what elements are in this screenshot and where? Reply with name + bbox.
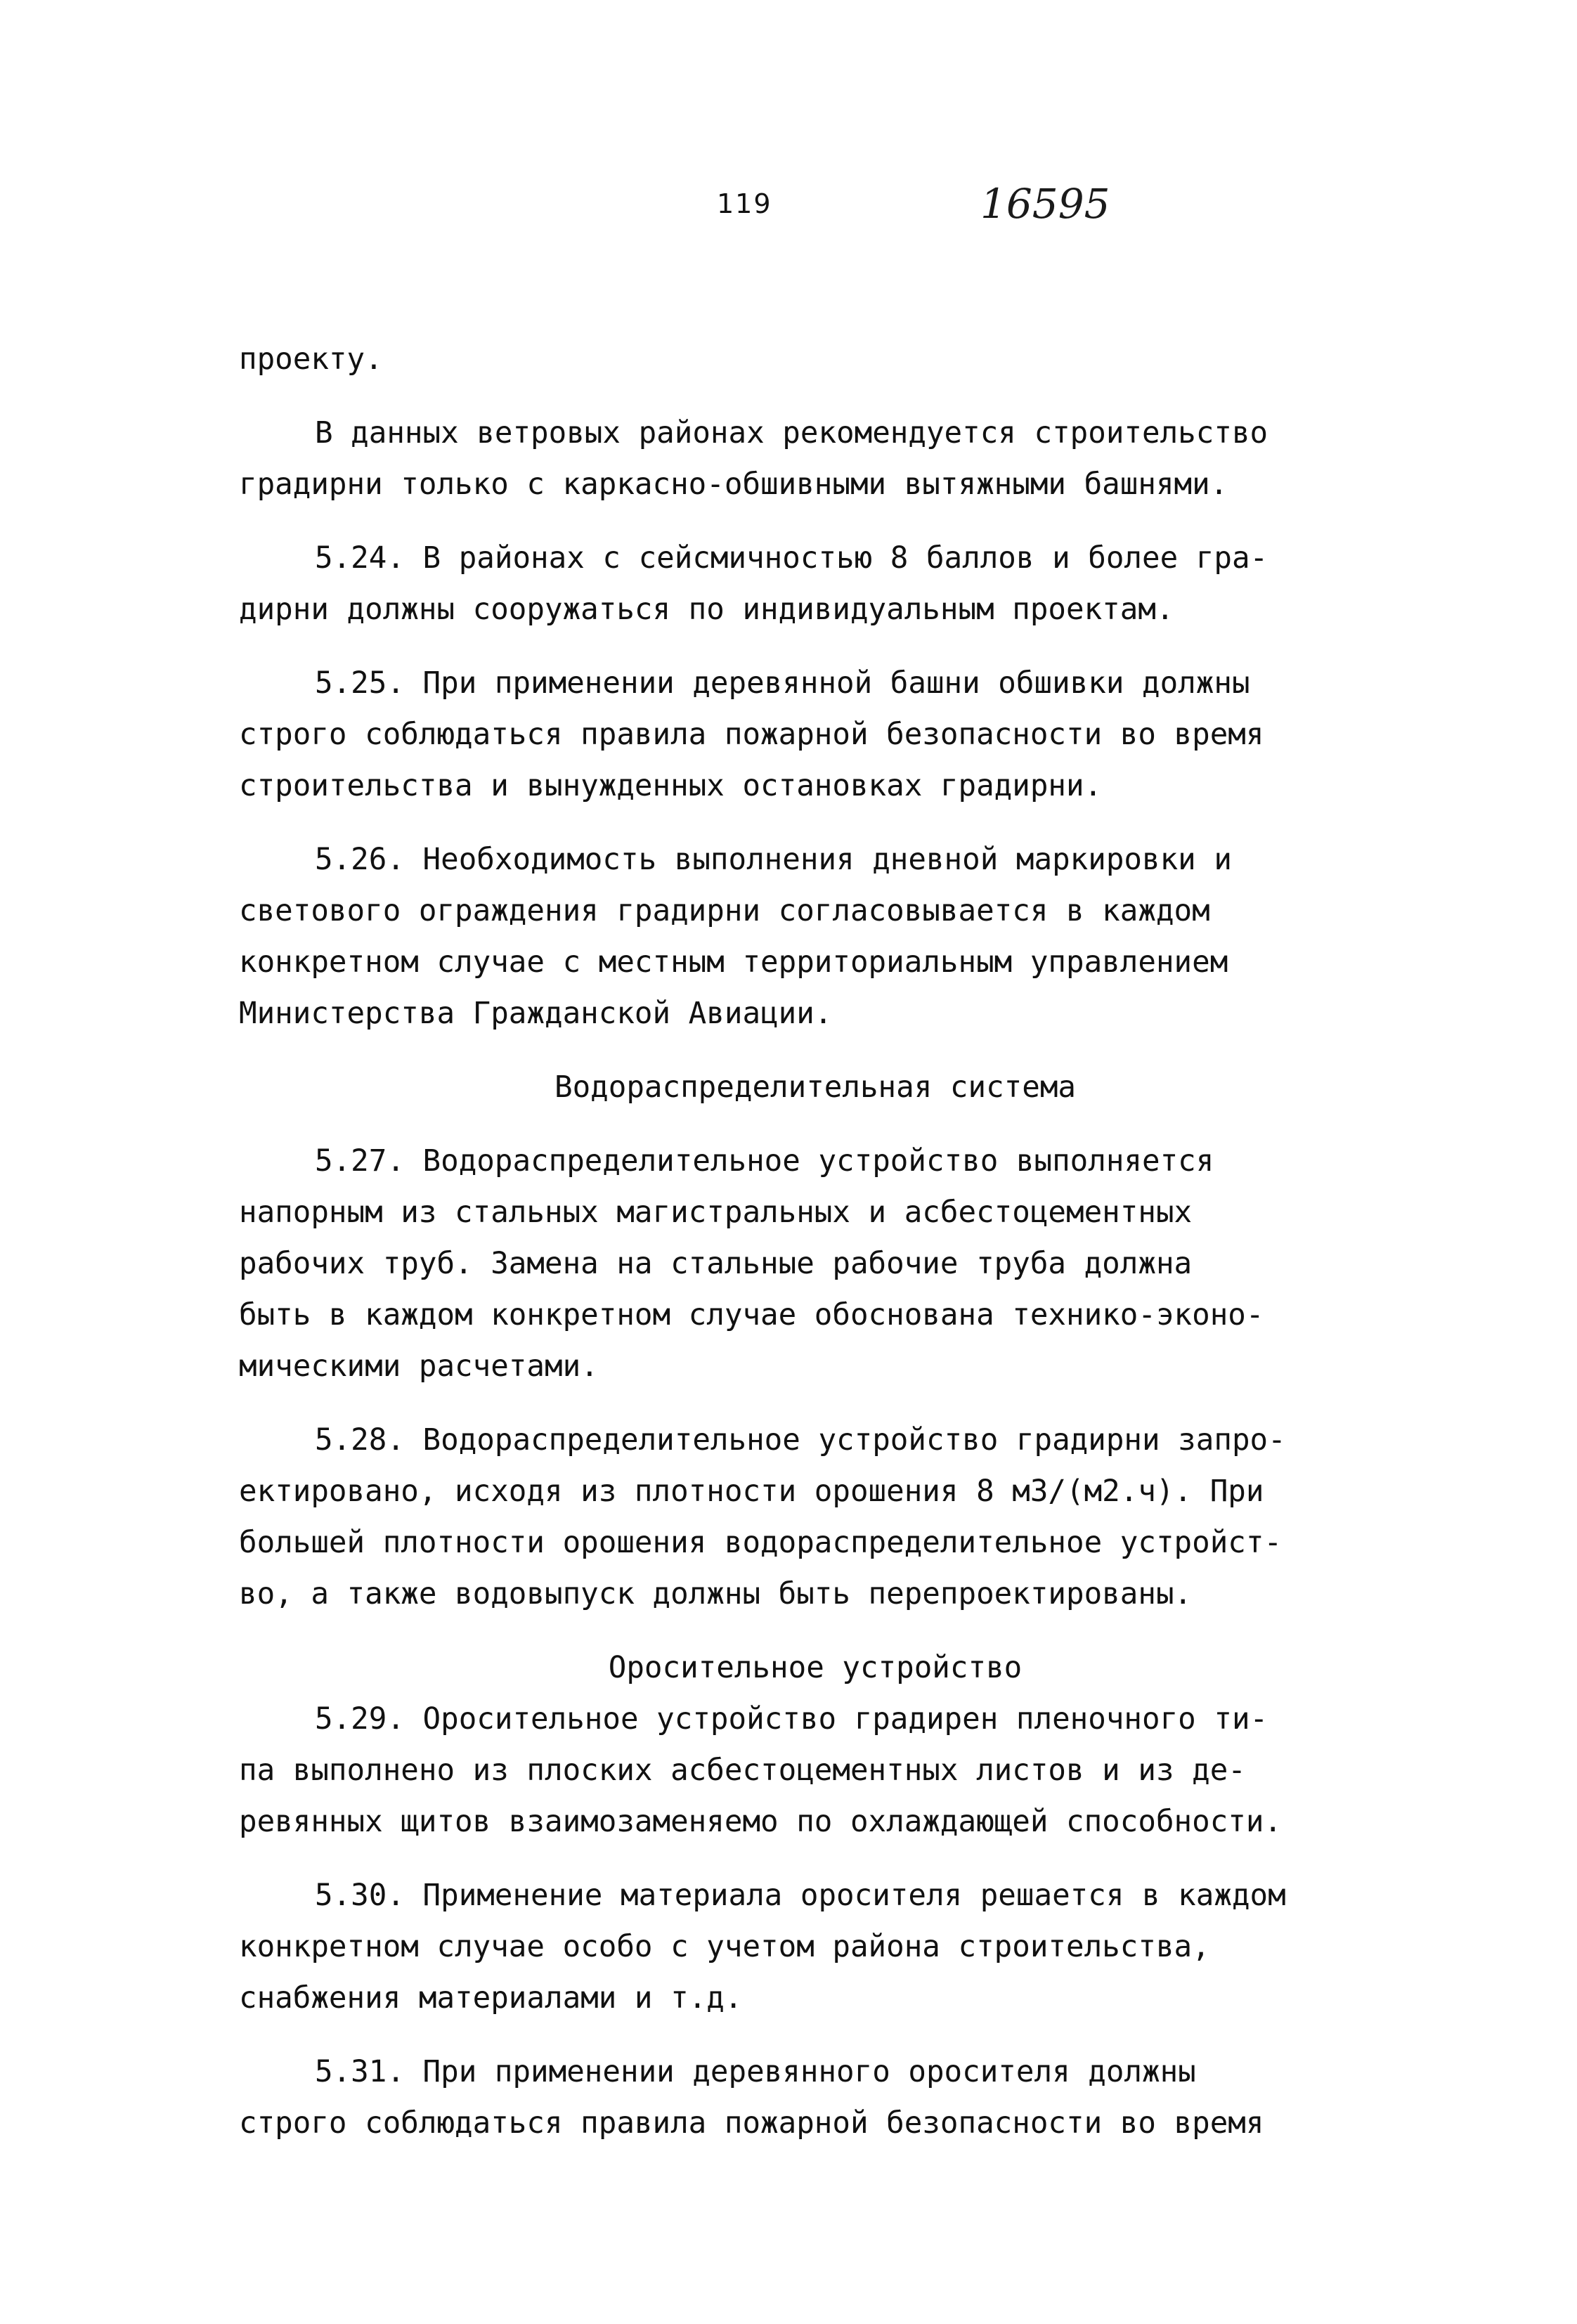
- section-heading-water-distribution: Водораспределительная система: [554, 1070, 1077, 1105]
- document-body: [239, 334, 1391, 2149]
- text-line: дирни должны сооружаться по индивидуальным проектам.: [239, 592, 1174, 627]
- text-line: ревянных щитов взаимозаменяемо по охлаждающей способности.: [239, 1805, 1283, 1839]
- document-number: 16595: [980, 180, 1110, 228]
- text-line: рабочих труб. Замена на стальные рабочие труба должна: [239, 1247, 1193, 1281]
- text-line: конкретном случае особо с учетом района строительства,: [239, 1930, 1210, 1964]
- clause-5-30: 5.30. Применение материала оросителя решается в каждом: [315, 1878, 1286, 1913]
- text-line: во, а также водовыпуск должны быть перепроектированы.: [239, 1577, 1193, 1611]
- text-line: ектировано, исходя из плотности орошения 8 м3/(м2.ч). При: [239, 1474, 1264, 1509]
- clause-5-24: 5.24. В районах с сейсмичностью 8 баллов и более гра-: [315, 541, 1268, 576]
- paragraph-first-line: В данных ветровых районах рекомендуется строительство: [315, 416, 1268, 450]
- text-line: Министерства Гражданской Авиации.: [239, 997, 833, 1031]
- text-line: напорным из стальных магистральных и асбестоцементных: [239, 1195, 1193, 1230]
- text-line: большей плотности орошения водораспределительное устройст-: [239, 1526, 1283, 1560]
- text-line: строительства и вынужденных остановках градирни.: [239, 769, 1103, 803]
- text-line: мическими расчетами.: [239, 1349, 599, 1384]
- text-line: светового ограждения градирни согласовывается в каждом: [239, 894, 1210, 928]
- text-line: па выполнено из плоских асбестоцементных листов и из де-: [239, 1753, 1246, 1788]
- clause-5-25: 5.25. При применении деревянной башни обшивки должны: [315, 666, 1250, 701]
- clause-5-28: 5.28. Водораспределительное устройство градирни запро-: [315, 1423, 1286, 1458]
- clause-5-29: 5.29. Оросительное устройство градирен пленочного ти-: [315, 1702, 1268, 1736]
- page-number: 119: [717, 188, 772, 219]
- section-heading-irrigation: Оросительное устройство: [608, 1651, 1023, 1685]
- text-line: снабжения материалами и т.д.: [239, 1981, 743, 2015]
- clause-5-27: 5.27. Водораспределительное устройство выполняется: [315, 1144, 1214, 1179]
- text-line: проекту.: [239, 342, 383, 377]
- text-line: конкретном случае с местным территориальным управлением: [239, 945, 1228, 980]
- text-line: строго соблюдаться правила пожарной безопасности во время: [239, 718, 1264, 752]
- text-line: строго соблюдаться правила пожарной безопасности во время: [239, 2106, 1264, 2141]
- clause-5-26: 5.26. Необходимость выполнения дневной маркировки и: [315, 843, 1232, 877]
- text-line: быть в каждом конкретном случае обоснована технико-эконо-: [239, 1298, 1264, 1332]
- clause-5-31: 5.31. При применении деревянного оросителя должны: [315, 2055, 1196, 2089]
- text-line: градирни только с каркасно-обшивными вытяжными башнями.: [239, 467, 1228, 502]
- page-header: [0, 181, 1577, 238]
